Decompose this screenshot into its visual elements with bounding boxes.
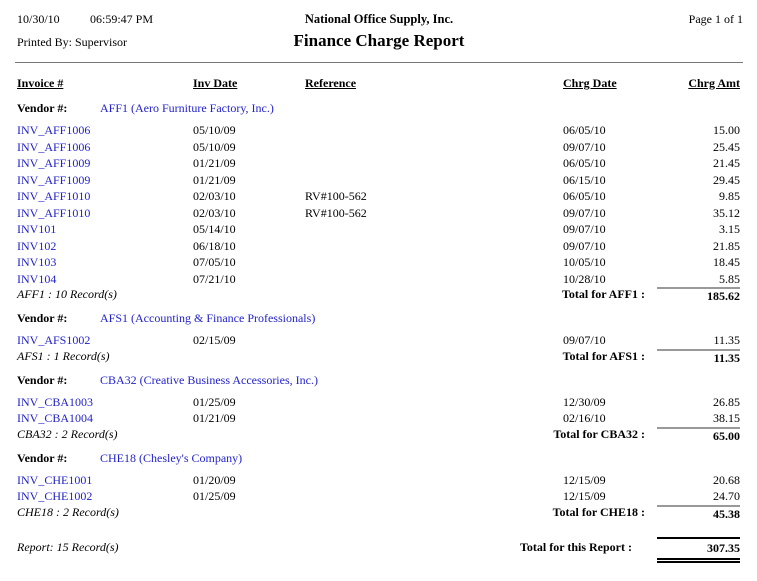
group-total-amount: 65.00	[657, 427, 740, 444]
column-header-reference: Reference	[305, 76, 357, 90]
reference	[305, 221, 563, 238]
report-total-label: Total for this Report :	[520, 540, 632, 554]
table-row	[17, 254, 740, 271]
table-row	[17, 394, 740, 411]
group-summary-row	[17, 287, 740, 304]
page-number: Page 1 of 1	[688, 12, 743, 26]
invoice-link[interactable]: INV102	[17, 238, 57, 253]
company-name: National Office Supply, Inc.	[304, 12, 454, 26]
chrg-date: 10/05/10	[563, 255, 606, 269]
group-summary-row	[17, 349, 740, 366]
reference	[305, 172, 563, 189]
vendor-row	[17, 101, 740, 118]
chrg-date: 06/05/10	[563, 156, 606, 170]
record-count: CHE18 : 2 Record(s)	[17, 504, 119, 519]
chrg-amt: 24.70	[713, 489, 740, 503]
chrg-amt: 15.00	[713, 123, 740, 137]
chrg-amt: 11.35	[713, 333, 740, 347]
chrg-amt: 9.85	[719, 189, 740, 203]
reference	[305, 488, 563, 505]
chrg-amt: 18.45	[713, 255, 740, 269]
invoice-link[interactable]: INV_AFF1010	[17, 205, 91, 220]
vendor-row	[17, 373, 740, 390]
invoice-link[interactable]: INV104	[17, 271, 57, 286]
inv-date: 07/05/10	[193, 255, 236, 269]
chrg-date: 12/30/09	[563, 394, 606, 409]
column-header-chrg-date: Chrg Date	[563, 76, 617, 90]
invoice-link[interactable]: INV_AFF1009	[17, 172, 91, 187]
table-row	[17, 155, 740, 172]
inv-date: 01/21/09	[193, 172, 236, 187]
invoice-link[interactable]: INV_CHE1002	[17, 489, 93, 503]
table-row	[17, 188, 740, 205]
column-header-chrg-amt: Chrg Amt	[688, 76, 740, 90]
invoice-link[interactable]: INV_CHE1001	[17, 472, 93, 487]
table-row	[17, 205, 740, 222]
printed-by: Printed By: Supervisor	[17, 35, 127, 49]
report-grand-total-row	[17, 540, 740, 563]
report-header	[15, 0, 743, 63]
group-total-label: Total for AFF1 :	[562, 287, 645, 301]
invoice-link[interactable]: INV_AFS1002	[17, 333, 91, 347]
table-row	[17, 488, 740, 505]
inv-date: 06/18/10	[193, 238, 236, 253]
chrg-amt: 5.85	[719, 271, 740, 286]
group-summary-row	[17, 427, 740, 444]
vendor-link[interactable]: CBA32 (Creative Business Accessories, Inc.)	[100, 372, 318, 387]
chrg-amt: 26.85	[713, 394, 740, 409]
table-row	[17, 172, 740, 189]
print-time: 06:59:47 PM	[90, 12, 154, 26]
report-total-amount: 307.35	[657, 537, 740, 563]
chrg-date: 12/15/09	[563, 472, 606, 487]
table-row	[17, 139, 740, 156]
chrg-date: 09/07/10	[563, 222, 606, 236]
group-total-amount: 45.38	[657, 505, 740, 522]
reference	[305, 254, 563, 271]
group-total-amount: 11.35	[657, 349, 740, 366]
reference	[305, 410, 563, 427]
chrg-amt: 38.15	[713, 411, 740, 425]
chrg-date: 09/07/10	[563, 333, 606, 347]
report-title: Finance Charge Report	[293, 31, 465, 50]
vendor-number-label: Vendor #:	[17, 450, 68, 465]
invoice-link[interactable]: INV_CBA1004	[17, 411, 94, 425]
chrg-date: 09/07/10	[563, 205, 606, 220]
record-count: AFS1 : 1 Record(s)	[17, 348, 110, 363]
column-header-invoice: Invoice #	[17, 76, 64, 90]
inv-date: 01/25/09	[193, 489, 236, 503]
chrg-amt: 25.45	[713, 139, 740, 154]
reference	[305, 271, 563, 288]
inv-date: 01/21/09	[193, 156, 236, 170]
vendor-link[interactable]: AFF1 (Aero Furniture Factory, Inc.)	[100, 101, 274, 115]
header-line-1	[15, 12, 743, 27]
vendor-link[interactable]: CHE18 (Chesley's Company)	[100, 450, 243, 465]
reference: RV#100-562	[305, 189, 367, 203]
table-row	[17, 410, 740, 427]
invoice-link[interactable]: INV_AFF1006	[17, 123, 91, 137]
group-total-label: Total for CHE18 :	[552, 504, 645, 519]
vendor-number-label: Vendor #:	[17, 372, 68, 387]
chrg-date: 02/16/10	[563, 411, 606, 425]
group-total-amount: 185.62	[657, 287, 740, 304]
inv-date: 07/21/10	[193, 271, 236, 286]
vendor-link[interactable]: AFS1 (Accounting & Finance Professionals)	[100, 311, 316, 325]
report-record-count: Report: 15 Record(s)	[17, 540, 119, 554]
reference	[305, 122, 563, 139]
reference	[305, 394, 563, 411]
inv-date: 02/15/09	[193, 333, 236, 347]
inv-date: 02/03/10	[193, 205, 236, 220]
inv-date: 01/20/09	[193, 472, 236, 487]
vendor-row	[17, 451, 740, 468]
inv-date: 05/14/10	[193, 222, 236, 236]
vendor-number-label: Vendor #:	[17, 101, 68, 115]
invoice-link[interactable]: INV101	[17, 222, 57, 236]
table-row	[17, 221, 740, 238]
inv-date: 01/21/09	[193, 411, 236, 425]
reference	[305, 139, 563, 156]
inv-date: 01/25/09	[193, 394, 236, 409]
column-header-row	[17, 76, 740, 94]
chrg-amt: 21.85	[713, 238, 740, 253]
invoice-link[interactable]: INV_CBA1003	[17, 394, 94, 409]
vendor-row	[17, 311, 740, 328]
chrg-date: 10/28/10	[563, 271, 606, 286]
chrg-date: 06/05/10	[563, 189, 606, 203]
chrg-amt: 21.45	[713, 156, 740, 170]
report-body	[17, 62, 740, 522]
inv-date: 05/10/09	[193, 139, 236, 154]
chrg-date: 09/07/10	[563, 238, 606, 253]
header-line-2	[15, 31, 743, 53]
reference: RV#100-562	[305, 205, 367, 220]
print-date: 10/30/10	[17, 12, 60, 26]
vendor-number-label: Vendor #:	[17, 311, 68, 325]
chrg-amt: 3.15	[719, 222, 740, 236]
invoice-link[interactable]: INV_AFF1010	[17, 189, 91, 203]
inv-date: 05/10/09	[193, 123, 236, 137]
record-count: AFF1 : 10 Record(s)	[17, 287, 117, 301]
table-row	[17, 122, 740, 139]
group-total-label: Total for AFS1 :	[562, 348, 645, 363]
inv-date: 02/03/10	[193, 189, 236, 203]
column-header-inv-date: Inv Date	[193, 76, 238, 90]
group-total-label: Total for CBA32 :	[553, 426, 645, 441]
chrg-date: 06/05/10	[563, 123, 606, 137]
reference	[305, 155, 563, 172]
table-row	[17, 271, 740, 288]
table-row	[17, 238, 740, 255]
group-summary-row	[17, 505, 740, 522]
table-row	[17, 332, 740, 349]
reference	[305, 238, 563, 255]
chrg-amt: 35.12	[713, 205, 740, 220]
chrg-date: 09/07/10	[563, 139, 606, 154]
invoice-link[interactable]: INV103	[17, 255, 57, 269]
reference	[305, 472, 563, 489]
invoice-link[interactable]: INV_AFF1006	[17, 139, 91, 154]
reference	[305, 332, 563, 349]
table-row	[17, 472, 740, 489]
record-count: CBA32 : 2 Record(s)	[17, 426, 118, 441]
chrg-amt: 20.68	[713, 472, 740, 487]
chrg-amt: 29.45	[713, 172, 740, 187]
invoice-link[interactable]: INV_AFF1009	[17, 156, 91, 170]
chrg-date: 12/15/09	[563, 489, 606, 503]
chrg-date: 06/15/10	[563, 172, 606, 187]
